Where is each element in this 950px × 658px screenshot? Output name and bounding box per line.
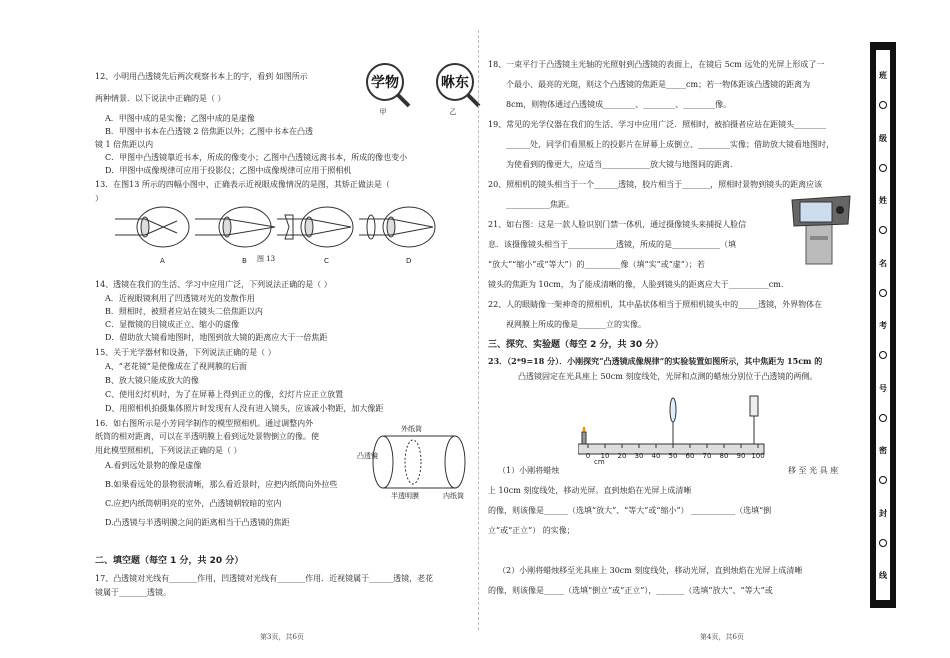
section-2-heading: 二、填空题（每空 1 分，共 20 分） <box>95 556 244 566</box>
q16-option-d: D.凸透镜与半透明膜之间的距离相当于凸透镜的焦距 <box>105 518 290 527</box>
q15-option-a: A、“老花镜”是使像成在了视网膜的后面 <box>105 362 247 371</box>
q18-line-3: 8cm，则物体通过凸透镜成________、________、________像。 <box>506 100 732 109</box>
q12-option-a: A．甲图中成的是实像；乙图中成的是虚像 <box>105 114 255 123</box>
candle <box>582 432 586 444</box>
q14-option-c: C．显微镜的目镜成正立、缩小的虚像 <box>105 320 240 329</box>
q21-line-4: 镜头的焦距为 10cm，为了能成清晰的像，人脸到镜头的距离应大于__________cm. <box>488 280 784 289</box>
q23-2-line-2: 的像，则该像是_____（选填“倒立”或“正立”），_______（选填“放大”、“等大”或 <box>488 586 773 595</box>
q20-line-2: ___________焦距。 <box>506 200 574 209</box>
q13-eye-figure <box>115 203 445 269</box>
binding-char: 姓 <box>879 195 887 205</box>
q13-line-1: 13．在图13 所示的四幅小图中，正确表示近视眼成像情况的是图，其矫正做法是（ <box>95 180 390 189</box>
q23-2-line-1: （2）小刚将蜡烛移至光具座上 30cm 刻度线处，移动光屏，直到烛焰在光屏上成清晰 <box>498 566 803 575</box>
eye-diagram-d <box>359 207 435 265</box>
binding-hole <box>879 539 887 547</box>
binding-hole <box>879 226 887 234</box>
q23-1-line-1b: 移 至 光 具 座 <box>788 466 839 475</box>
binding-char: 号 <box>879 382 887 393</box>
q12-magnifier-figure <box>355 58 495 116</box>
q15-option-b: B、放大镜只能成放大的像 <box>105 376 199 385</box>
bench-tick-label: 40 <box>651 452 661 460</box>
q16-label-outer: 外纸筒 <box>401 425 422 433</box>
binding-hole <box>879 164 887 172</box>
lens <box>670 398 676 422</box>
bench-tick-label: 100 <box>751 452 765 460</box>
binding-inner <box>876 50 890 600</box>
q12-fig-label-b: 乙 <box>449 108 457 116</box>
binding-char: 密 <box>879 445 887 455</box>
bench-tick-label: 90 <box>736 452 746 460</box>
binding-hole <box>879 289 887 297</box>
binding-strip <box>870 42 896 608</box>
eye-diagram-c <box>277 207 353 265</box>
q16-line-3: 用此模型照相机，下列说法正确的是（ ） <box>95 446 242 455</box>
q14-option-a: A．近视眼镜利用了凹透镜对光的发散作用 <box>105 294 255 303</box>
column-divider <box>478 30 479 630</box>
q21-device-image <box>786 194 856 266</box>
bench-tick-label: 50 <box>668 452 678 460</box>
q12-option-c: C．甲图中凸透镜靠近书本，所成的像变小；乙图中凸透镜远离书本，所成的像也变小 <box>105 153 408 162</box>
eye-label-c: C <box>324 257 329 265</box>
bench-tick-label: 0 <box>585 452 591 460</box>
q12-fig-label-a: 甲 <box>379 108 387 116</box>
eye-label-a: A <box>160 257 165 265</box>
q23-1-line-2: 上 10cm 刻度线处，移动光屏。直到烛焰在光屏上成清晰 <box>488 486 692 495</box>
eye-label-b: B <box>242 257 247 265</box>
binding-char: 封 <box>879 507 887 518</box>
q23-line-2: 凸透镜固定在光具座上 50cm 刻度线处，光屏和点测的蜡烛分别位于凸透镜的两侧。 <box>518 372 818 381</box>
q21-line-2: 息．该摄像镜头相当于____________透镜，所成的是____________（填 <box>488 240 736 249</box>
q19-line-2: ______处，同学们看黑板上的投影片在屏幕上成倒立、________实像；借助放大镜看地图时， <box>506 140 834 149</box>
q18-line-1: 18、一束平行于凸透镜主光轴的光照射到凸透镜的表面上，在镜后 5cm 远处的光屏上形成了一 <box>488 60 825 69</box>
eye-label-d: D <box>406 257 412 265</box>
binding-char: 线 <box>879 570 887 580</box>
light-screen <box>750 396 758 416</box>
optical-bench-figure <box>578 390 778 466</box>
q12-option-b-cont: 镜 1 倍焦距以内 <box>95 140 154 149</box>
q17-line-1: 17、凸透镜对光线有_______作用，凹透镜对光线有_______作用．近视镜属于______透镜，老花 <box>95 574 434 583</box>
q14-option-b: B．照相时，被照者应站在镜头二倍焦距以内 <box>105 307 263 316</box>
binding-char: 级 <box>879 132 887 143</box>
q13-fig-caption: 图 13 <box>257 255 276 263</box>
q20-line-1: 20、照相机的镜头相当于一个______透镜，胶片相当于_______，照相时景物到镜头的距离应该 <box>488 180 823 189</box>
q12-fig-text-1: 学物 <box>371 75 399 91</box>
q23-1-line-3: 的像，则该像是______（选填“放大”、“等大”或“缩小”） ___________（选填“倒 <box>488 506 772 515</box>
q16-label-inner: 内纸筒 <box>443 492 464 500</box>
binding-hole <box>879 101 887 109</box>
binding-hole <box>879 476 887 484</box>
q18-line-2: 个最小、最亮的光斑，则这个凸透镜的焦距是_____cm；若一物体距该凸透镜的距离为 <box>506 80 811 89</box>
q19-line-3: 为使看到的像更大，应适当____________放大镜与地图间的距离. <box>506 160 733 169</box>
q12-option-d: D．甲图中成像规律可应用于投影仪；乙图中成像规律可应用于照相机 <box>105 166 352 175</box>
q16-camera-figure <box>355 422 475 500</box>
binding-hole <box>879 351 887 359</box>
q23-line-1: 23．（2*9=18 分）．小刚探究“凸透镜成像规律”的实验装置如图所示，其中焦距为 15cm 的 <box>488 356 823 366</box>
eye-diagram-a <box>115 207 189 265</box>
footer-page-3: 第3页，共6页 <box>260 633 304 641</box>
q12-line-2: 两种情景．以下说法中正确的是（ ） <box>95 94 226 103</box>
candle-flame <box>583 426 586 432</box>
q16-option-a: A.看到远处景物的像是虚像 <box>105 461 202 470</box>
bench-tick-label: 70 <box>702 452 712 460</box>
bench-unit-label: cm <box>594 458 605 466</box>
q22-line-1: 22、人的眼睛像一架神奇的照相机，其中晶状体相当于照相机镜头中的_____透镜，外界物体在 <box>488 300 823 309</box>
binding-char: 考 <box>879 320 887 330</box>
binding-char: 名 <box>879 257 887 268</box>
q15-option-c: C、使用幻灯机时，为了在屏幕上得到正立的像，幻灯片应正立放置 <box>105 390 344 399</box>
section-3-heading: 三、探究、实验题（每空 2 分，共 30 分） <box>488 340 664 350</box>
footer-page-4: 第4页，共6页 <box>700 633 744 641</box>
q15-option-d: D、用照相机拍摄集体照片时发现有人没有进入镜头，应该减小物距，加大像距 <box>105 404 384 413</box>
bench-tick-label: 20 <box>617 452 627 460</box>
q12-line-1: 12、小明用凸透镜先后两次观察书本上的字，看到 如图所示 <box>95 72 308 81</box>
bench-tick-label: 60 <box>685 452 695 460</box>
q16-label-lens: 凸透镜 <box>357 452 378 460</box>
q16-option-c: C.应把内纸筒朝明亮的室外，凸透镜朝较暗的室内 <box>105 499 282 508</box>
bench-tick-label: 80 <box>719 452 729 460</box>
binding-char: 班 <box>879 70 887 80</box>
bench-tick-label: 10 <box>600 452 610 460</box>
binding-hole <box>879 414 887 422</box>
q16-line-2: 纸筒的相对距离，可以在半透明膜上看到远处景物倒立的像。使 <box>95 432 319 441</box>
q15-line-1: 15、关于光学器材和设备，下列说法正确的是（ ） <box>95 348 276 357</box>
q14-option-d: D．借助放大镜看地图时，地图到放大镜的距离应大于一倍焦距 <box>105 333 328 342</box>
q17-line-2: 镜属于_______透镜。 <box>95 588 171 597</box>
q19-line-1: 19、常见的光学仪器在我们的生活、学习中应用广泛．照相时，被拍摄者应站在距镜头________ <box>488 120 827 129</box>
q23-1-line-1: （1）小刚将蜡烛 <box>498 466 560 475</box>
q23-1-line-4: 立”或“正立”） 的实像； <box>488 526 575 535</box>
q22-line-2: 视网膜上所成的像是_______立的实像。 <box>506 320 646 329</box>
q16-option-b: B.如果看远处的景物很清晰，那么看近景时，应把内纸筒向外拉些 <box>105 480 338 489</box>
q13-line-2: ） <box>95 194 103 203</box>
q21-line-3: “放大”“缩小”或“等大”）的_________像（填“实”或“虚”）；若 <box>488 260 705 269</box>
q14-line-1: 14、透镜在我们的生活、学习中应用广泛，下列说法正确的是（ ） <box>95 280 332 289</box>
q12-option-b: B．甲图中书本在凸透镜 2 倍焦距以外；乙图中书本在凸透 <box>105 127 314 136</box>
bench-tick-label: 30 <box>634 452 644 460</box>
q21-line-1: 21、如右图：这是一款人脸识别门禁一体机，通过摄像镜头来捕捉人脸信 <box>488 220 747 229</box>
q12-fig-text-2: 咻东 <box>441 75 469 91</box>
q16-line-1: 16．如右图所示是小芳同学制作的模型照相机。通过调整内外 <box>95 419 314 428</box>
q16-label-film: 半透明膜 <box>391 492 419 500</box>
